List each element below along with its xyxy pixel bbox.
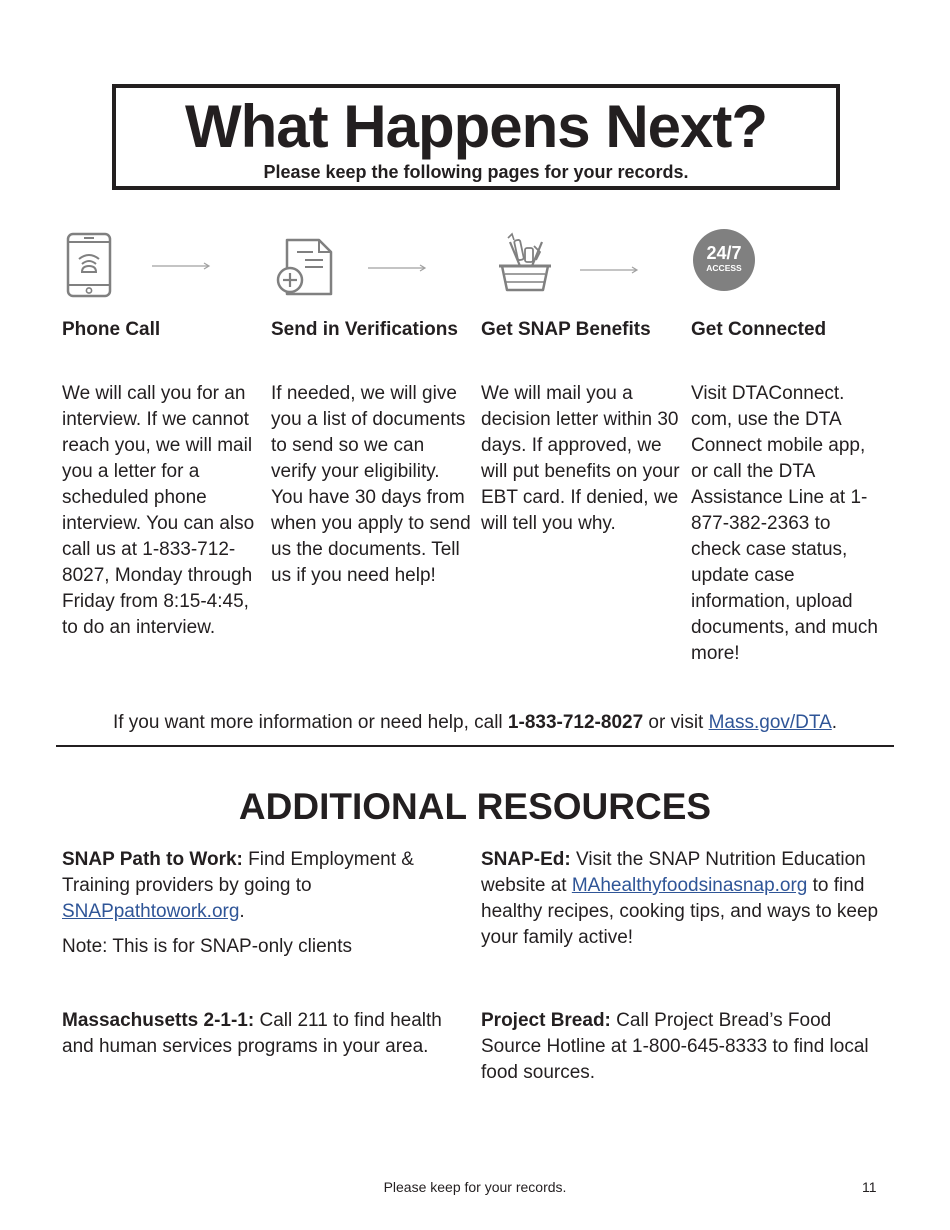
resource-text: Find Employment & Training providers by going to	[62, 849, 414, 896]
help-middle: or visit	[643, 712, 709, 733]
arrow-right-icon	[152, 261, 212, 271]
document-add-icon	[275, 236, 335, 298]
resource-massachusetts-211	[62, 1008, 462, 1060]
help-prefix: If you want more information or need help, call	[112, 712, 508, 733]
mass-gov-dta-link[interactable]: Mass.gov/DTA	[708, 712, 832, 733]
page-title: What Happens Next?	[184, 93, 768, 160]
title-box	[112, 84, 840, 190]
step-phone-call	[62, 318, 262, 641]
arrow-right-icon	[580, 265, 640, 275]
step-send-verifications	[271, 318, 471, 589]
resource-text: Visit the SNAP Nutrition Education website at	[481, 849, 866, 896]
resource-text-after: to find healthy recipes, cooking tips, and ways to keep your family active!	[481, 875, 879, 948]
resource-label: Project Bread:	[481, 1010, 611, 1031]
access-24-7-icon	[692, 228, 756, 292]
help-phone: 1-833-712-8027	[507, 712, 644, 733]
page-subtitle: Please keep the following pages for your records.	[263, 162, 689, 182]
resource-label: SNAP-Ed:	[481, 849, 571, 870]
grocery-basket-icon	[496, 232, 554, 294]
step-body: Visit DTAConnect. com, use the DTA Connect mobile app, or call the DTA Assistance Line at 1-877-382-2363 to check case status, update case information, upload documents, and much more!	[691, 383, 878, 664]
resources-title: ADDITIONAL RESOURCES	[238, 786, 712, 827]
resource-text-after: .	[239, 901, 245, 922]
page-number: 11	[862, 1179, 877, 1195]
step-get-connected	[691, 318, 881, 667]
step-heading: Phone Call	[62, 319, 161, 340]
step-heading: Get Connected	[691, 319, 827, 340]
help-suffix: .	[831, 712, 838, 733]
step-get-snap-benefits	[481, 318, 681, 537]
arrow-right-icon	[368, 263, 428, 273]
step-heading: Send in Verifications	[271, 319, 458, 340]
ma-healthy-foods-link[interactable]: MAhealthyfoodsinasnap.org	[571, 875, 808, 896]
phone-icon	[66, 232, 112, 298]
step-body: We will call you for an interview. If we cannot reach you, we will mail you a letter for a scheduled phone interview. You can also call us at 1-833-712-8027, Monday through Friday from 8:15-4:45, to do an interview.	[62, 383, 255, 638]
resource-label: Massachusetts 2-1-1:	[62, 1010, 255, 1031]
step-body: We will mail you a decision letter within 30 days. If approved, we will put benefits on your EBT card. If denied, we will tell you why.	[481, 383, 680, 534]
step-body: If needed, we will give you a list of documents to send so we can verify your eligibility. You have 30 days from when you apply to send us the documents. Tell us if you need help!	[271, 383, 471, 586]
resource-project-bread	[481, 1008, 891, 1086]
footer-note: Please keep for your records.	[383, 1179, 567, 1195]
resource-snap-ed	[481, 847, 891, 951]
resource-label: SNAP Path to Work:	[62, 849, 243, 870]
resource-note: Note: This is for SNAP-only clients	[62, 936, 353, 957]
resource-path-to-work	[62, 847, 422, 960]
resource-text: Call 211 to find health and human services programs in your area.	[62, 1010, 442, 1057]
help-line	[56, 711, 894, 735]
snap-path-to-work-link[interactable]: SNAPpathtowork.org	[62, 901, 240, 922]
access-24-7-label: 24/7	[706, 243, 742, 263]
access-24-7-sublabel: ACCESS	[706, 263, 742, 273]
divider	[56, 745, 894, 747]
step-heading: Get SNAP Benefits	[481, 319, 651, 340]
resource-text: Call Project Bread’s Food Source Hotline at 1-800-645-8333 to find local food sources.	[481, 1010, 869, 1083]
